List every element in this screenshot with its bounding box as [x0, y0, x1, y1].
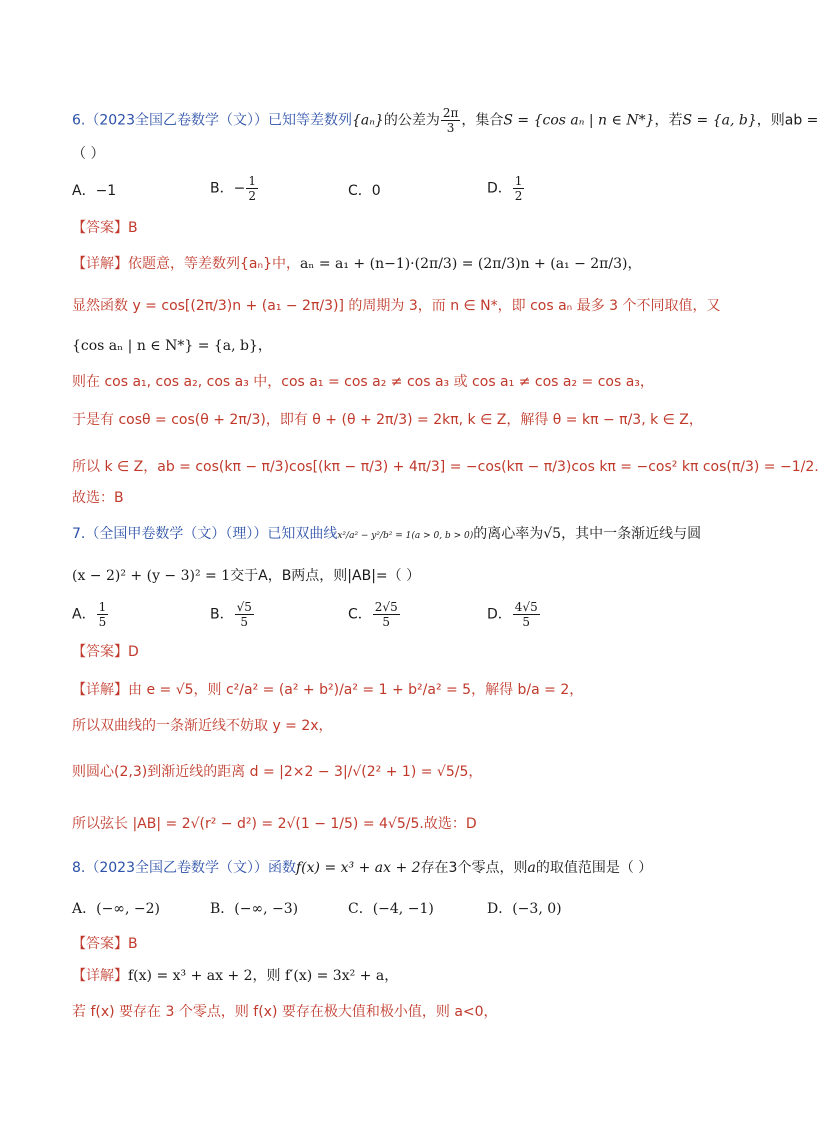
q8-detail-line2: 若 f(x) 要存在 3 个零点，则 f(x) 要存在极大值和极小值，则 a<0， [72, 1004, 498, 1020]
q6-stem-prefix: 6.（2023全国乙卷数学（文））已知等差数列 [72, 112, 352, 129]
q6-common-difference: $\frac{2\pi}{3}$ [442, 106, 459, 135]
q7-hyperbola: x²/a² − y²/b² = 1(a > 0, b > 0) [337, 531, 474, 541]
q6-answer [72, 218, 138, 238]
q7-stem-line1: 7.（全国甲卷数学（文）（理））已知双曲线x²/a² − y²/b² = 1(a > 0, b > 0)的离心率为√5，其中一条渐近线与圆 [72, 526, 702, 542]
q6-option-c: C．0 [348, 183, 381, 199]
q8-answer [72, 934, 138, 954]
q7-option-a: A． $\frac{1}{5}$ [72, 600, 107, 629]
q6-stem [72, 106, 818, 135]
answer-label: 【答案】 [72, 936, 128, 952]
q7-answer [72, 642, 139, 662]
q6-set-ab: S = {a, b} [682, 112, 757, 129]
q8-function: f(x) = x³ + ax + 2 [296, 860, 421, 876]
q6-set-s: S = {cos aₙ | n ∈ N*} [503, 112, 655, 129]
q6-stem-mid3: ，若 [654, 112, 683, 129]
q7-option-d: D． $\frac{4√5}{5}$ [487, 600, 538, 629]
q6-stem-mid1: 的公差为 [383, 112, 440, 129]
q6-detail-end: 故选：B [72, 490, 124, 506]
q6-detail-line6: 所以 k ∈ Z，ab = cos(kπ − π/3)cos[(kπ − π/3) + 4π/3] = −cos(kπ − π/3)cos kπ = −cos² kπ cos(π/3) = −1/2. [72, 459, 819, 475]
q7-detail-line3: 则圆心(2,3)到渐近线的距离 d = |2×2 − 3|/√(2² + 1) = √5/5， [72, 764, 483, 780]
q6-detail-line4: 则在 cos a₁, cos a₂, cos a₃ 中，cos a₁ = cos a₂ ≠ cos a₃ 或 cos a₁ ≠ cos a₂ = cos a₃， [72, 374, 654, 390]
q8-param: a [527, 860, 536, 876]
q6-stem-end: ，则ab = [756, 112, 819, 129]
q6-option-d: D． $\frac{1}{2}$ [487, 174, 523, 203]
q6-seq: {aₙ} [352, 112, 384, 129]
q8-option-c: C．(−4, −1) [348, 901, 434, 917]
q6-detail-line5: 于是有 cosθ = cos(θ + 2π/3)，即有 θ + (θ + 2π/3) = 2kπ, k ∈ Z，解得 θ = kπ − π/3, k ∈ Z， [72, 412, 703, 428]
q6-detail-line2: 显然函数 y = cos[(2π/3)n + (a₁ − 2π/3)] 的周期为 3，而 n ∈ N*，即 cos aₙ 最多 3 个不同取值，又 [72, 298, 721, 314]
q8-detail-line1: 【详解】f(x) = x³ + ax + 2，则 f′(x) = 3x² + a， [72, 968, 399, 984]
answer-value: B [128, 220, 138, 236]
q7-detail-line1: 【详解】由 e = √5，则 c²/a² = (a² + b²)/a² = 1 + b²/a² = 5，解得 b/a = 2， [72, 682, 584, 698]
q6-option-a: A．−1 [72, 183, 117, 199]
q7-detail-line2: 所以双曲线的一条渐近线不妨取 y = 2x， [72, 718, 333, 734]
q8-stem: 8.（2023全国乙卷数学（文））函数f(x) = x³ + ax + 2存在3个零点，则a的取值范围是（ ） [72, 860, 653, 876]
q8-option-b: B．(−∞, −3) [210, 901, 299, 917]
q7-stem-line2: (x − 2)² + (y − 3)² = 1交于A，B两点，则|AB|=（ ） [72, 568, 421, 584]
q8-option-d: D．(−3, 0) [487, 901, 562, 917]
answer-label: 【答案】 [72, 220, 128, 236]
q7-circle: (x − 2)² + (y − 3)² = 1 [72, 568, 231, 584]
q7-option-c: C． $\frac{2√5}{5}$ [348, 600, 398, 629]
q8-option-a: A．(−∞, −2) [72, 901, 160, 917]
q7-option-b: B． $\frac{√5}{5}$ [210, 600, 252, 629]
answer-value: D [128, 644, 139, 660]
q7-detail-line4: 所以弦长 |AB| = 2√(r² − d²) = 2√(1 − 1/5) = 4√5/5.故选：D [72, 816, 477, 832]
q6-detail-line3: {cos aₙ | n ∈ N*} = {a, b}， [72, 338, 272, 354]
detail-label: 【详解】 [72, 682, 128, 698]
q6-blank: （ ） [72, 146, 105, 162]
q6-option-b: B．− $\frac{1}{2}$ [210, 174, 256, 203]
q6-stem-mid2: ，集合 [461, 112, 504, 129]
detail-label: 【详解】 [72, 968, 128, 984]
answer-value: B [128, 936, 138, 952]
q6-detail-line1: 【详解】依题意，等差数列{aₙ}中，aₙ = a₁ + (n−1)·(2π/3) = (2π/3)n + (a₁ − 2π/3)， [72, 256, 642, 272]
detail-label: 【详解】 [72, 256, 128, 272]
answer-label: 【答案】 [72, 644, 128, 660]
q7-eccentricity: √5 [543, 526, 562, 542]
